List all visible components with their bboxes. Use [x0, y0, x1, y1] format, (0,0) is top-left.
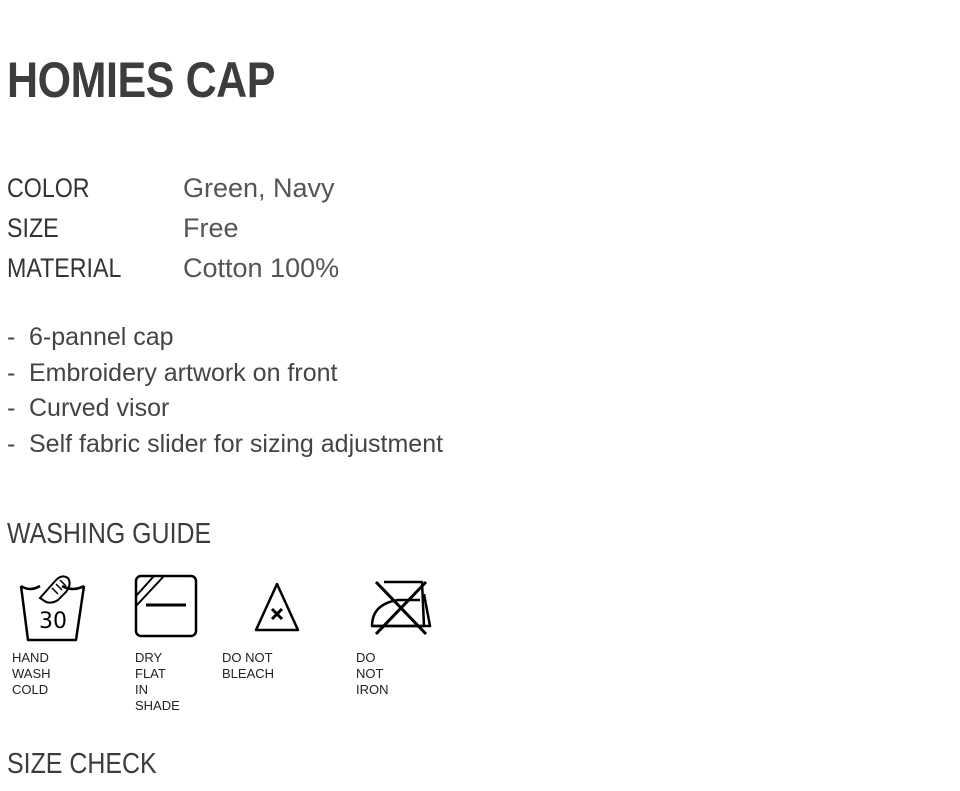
list-item	[7, 356, 443, 392]
product-title: HOMIES CAP	[7, 52, 276, 108]
feature-text: 6-pannel cap	[29, 323, 174, 352]
wash-temperature: 30	[39, 609, 67, 634]
hand-wash-icon	[18, 574, 88, 644]
spec-row-size	[7, 208, 339, 248]
list-item	[7, 320, 443, 356]
spec-value: Free	[183, 212, 239, 243]
bullet: -	[7, 429, 16, 458]
spec-row-material	[7, 248, 339, 288]
guide-label: DO NOT BLEACH	[222, 650, 275, 681]
spec-value: Green, Navy	[183, 172, 335, 203]
do-not-bleach-icon	[252, 574, 302, 636]
spec-label: MATERIAL	[7, 252, 122, 283]
washing-guide-title: WASHING GUIDE	[7, 518, 212, 550]
spec-row-color	[7, 168, 339, 208]
feature-list	[7, 320, 443, 462]
guide-label: DRY FLAT IN SHADE	[135, 650, 180, 713]
feature-text: Self fabric slider for sizing adjustment	[29, 429, 444, 458]
spec-label: SIZE	[7, 212, 59, 243]
list-item	[7, 391, 443, 427]
feature-text: Embroidery artwork on front	[29, 358, 338, 387]
bullet: -	[7, 394, 16, 423]
product-specs	[7, 168, 339, 288]
guide-label: DO NOT IRON	[356, 650, 389, 697]
bullet: -	[7, 358, 16, 387]
feature-text: Curved visor	[29, 394, 170, 423]
washing-guide	[0, 572, 470, 713]
size-check-title: SIZE CHECK	[7, 748, 157, 780]
list-item	[7, 427, 443, 463]
spec-label: COLOR	[7, 172, 90, 203]
guide-label: HAND WASH COLD	[12, 650, 51, 697]
bullet: -	[7, 323, 16, 352]
do-not-iron-icon	[368, 574, 434, 638]
spec-value: Cotton 100%	[183, 252, 340, 283]
dry-flat-in-shade-icon	[134, 574, 198, 638]
